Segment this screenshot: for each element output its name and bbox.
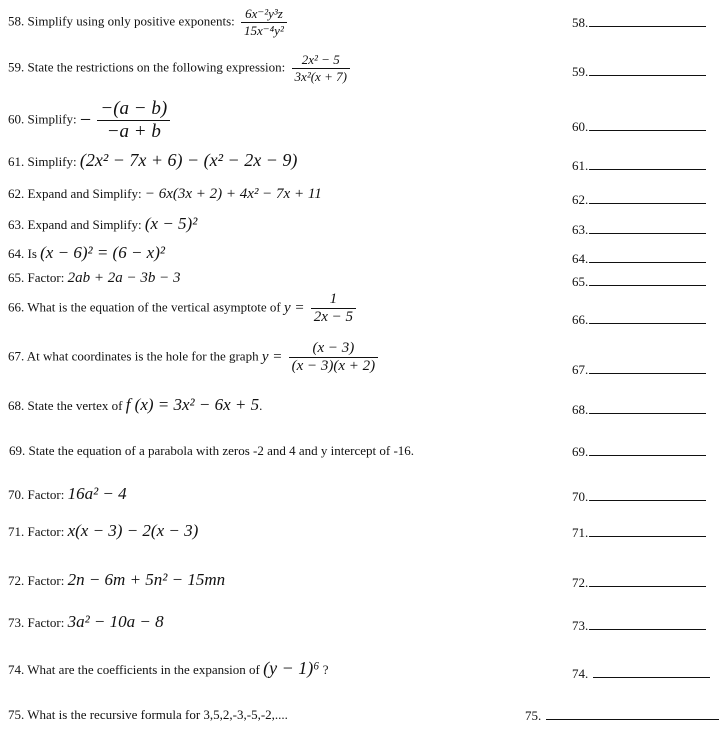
- question-66: 66. What is the equation of the vertical asymptote of y = $\frac{1}{2x - 5}$: [8, 291, 359, 326]
- question-63: 63. Expand and Simplify: (x − 5)²: [8, 214, 198, 233]
- answer-blank-58[interactable]: 58.: [572, 14, 706, 31]
- answer-blank-75[interactable]: 75.: [525, 707, 719, 724]
- answer-blank-71[interactable]: 71.: [572, 524, 706, 541]
- fraction-q60: $\frac{-(a - b)}{-a + b}$: [97, 98, 170, 143]
- answer-blank-59[interactable]: 59.: [572, 63, 706, 80]
- fraction-q66: $\frac{1}{2x - 5}$: [311, 291, 356, 326]
- expression-q74: (y − 1)⁶: [263, 658, 320, 678]
- answer-blank-74[interactable]: 74.: [572, 665, 710, 682]
- expression-q71: x(x − 3) − 2(x − 3): [67, 521, 199, 540]
- question-67: 67. At what coordinates is the hole for the graph y = $\frac{(x - 3)}{(x - 3)(x + 2)}$: [8, 340, 381, 375]
- expression-q62: − 6x(3x + 2) + 4x² − 7x + 11: [144, 186, 322, 202]
- question-75: 75. What is the recursive formula for 3,5,2,-3,-5,-2,....: [8, 707, 288, 722]
- expression-q64: (x − 6)² = (6 − x)²: [40, 243, 165, 262]
- answer-blank-60[interactable]: 60.: [572, 118, 706, 135]
- question-65: 65. Factor: 2ab + 2a − 3b − 3: [8, 270, 181, 286]
- expression-q61: (2x² − 7x + 6) − (x² − 2x − 9): [79, 150, 298, 170]
- question-62: 62. Expand and Simplify: − 6x(3x + 2) + 4x² − 7x + 11: [8, 186, 322, 202]
- answer-blank-61[interactable]: 61.: [572, 157, 706, 174]
- question-72: 72. Factor: 2n − 6m + 5n² − 15mn: [8, 570, 226, 589]
- answer-blank-67[interactable]: 67.: [572, 361, 706, 378]
- answer-blank-63[interactable]: 63.: [572, 221, 706, 238]
- fraction-q67: $\frac{(x - 3)}{(x - 3)(x + 2)}$: [289, 340, 379, 375]
- question-58: 58. Simplify using only positive exponents: $\frac{\text{6x⁻²y³z}}{\text{15x⁻⁴y²}}$: [8, 6, 290, 39]
- question-70: 70. Factor: 16a² − 4: [8, 484, 127, 503]
- question-64: 64. Is (x − 6)² = (6 − x)²: [8, 243, 165, 262]
- question-69: 69. State the equation of a parabola with zeros -2 and 4 and y intercept of -16.: [9, 443, 415, 458]
- answer-blank-72[interactable]: 72.: [572, 574, 706, 591]
- question-60: 60. Simplify: − $\frac{-(a - b)}{-a + b}$: [8, 98, 173, 143]
- answer-blank-70[interactable]: 70.: [572, 488, 706, 505]
- answer-blank-65[interactable]: 65.: [572, 273, 706, 290]
- expression-q68: f (x) = 3x² − 6x + 5: [125, 395, 260, 414]
- expression-q65: 2ab + 2a − 3b − 3: [67, 270, 181, 286]
- fraction-q58: $\frac{\text{6x⁻²y³z}}{\text{15x⁻⁴y²}}$: [241, 6, 287, 39]
- answer-blank-66[interactable]: 66.: [572, 311, 706, 328]
- expression-q72: 2n − 6m + 5n² − 15mn: [67, 570, 226, 589]
- expression-q73: 3a² − 10a − 8: [67, 612, 164, 631]
- answer-blank-64[interactable]: 64.: [572, 250, 706, 267]
- expression-q70: 16a² − 4: [67, 484, 127, 503]
- answer-blank-73[interactable]: 73.: [572, 617, 706, 634]
- question-73: 73. Factor: 3a² − 10a − 8: [8, 612, 164, 631]
- answer-blank-62[interactable]: 62.: [572, 191, 706, 208]
- question-59: 59. State the restrictions on the following expression: $\frac{\text{2x² − 5}}{\text{3x²(x + 7)}}$: [8, 52, 353, 85]
- expression-q63: (x − 5)²: [144, 214, 198, 233]
- question-68: 68. State the vertex of f (x) = 3x² − 6x + 5.: [8, 395, 263, 414]
- answer-blank-68[interactable]: 68.: [572, 401, 706, 418]
- fraction-q59: $\frac{\text{2x² − 5}}{\text{3x²(x + 7)}}$: [292, 52, 350, 85]
- question-61: 61. Simplify: (2x² − 7x + 6) − (x² − 2x − 9): [8, 150, 298, 170]
- question-71: 71. Factor: x(x − 3) − 2(x − 3): [8, 521, 199, 540]
- answer-blank-69[interactable]: 69.: [572, 443, 706, 460]
- question-74: 74. What are the coefficients in the expansion of (y − 1)⁶ ?: [8, 658, 329, 678]
